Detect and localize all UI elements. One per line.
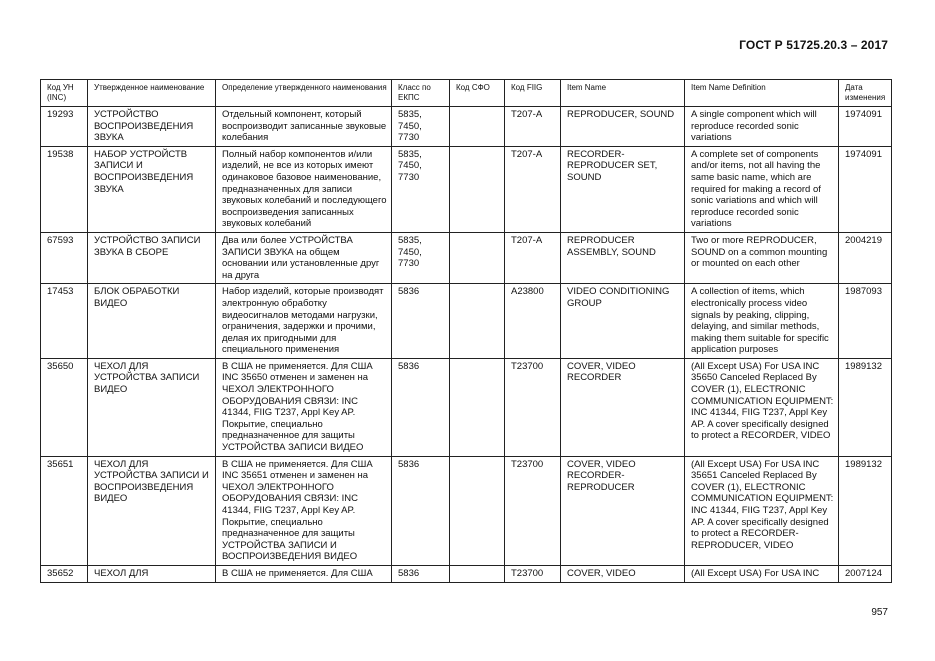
inc-cell: 19293 — [41, 107, 88, 147]
item-name-definition-cell: (All Except USA) For USA INC — [685, 565, 839, 582]
sfo-code-cell — [450, 565, 505, 582]
column-header-inc: Код УН (INC) — [41, 80, 88, 107]
page-number: 957 — [871, 607, 888, 618]
approved-name-cell: ЧЕХОЛ ДЛЯ — [88, 565, 216, 582]
column-header-item-name-definition: Item Name Definition — [685, 80, 839, 107]
fiig-code-cell: A23800 — [505, 284, 561, 359]
approved-name-cell: БЛОК ОБРАБОТКИ ВИДЕО — [88, 284, 216, 359]
change-date-cell: 1989132 — [839, 456, 892, 565]
inc-cell: 35652 — [41, 565, 88, 582]
item-name-definition-cell: Two or more REPRODUCER, SOUND on a common mounting or mounted on each other — [685, 232, 839, 283]
change-date-cell: 2007124 — [839, 565, 892, 582]
inc-cell: 17453 — [41, 284, 88, 359]
column-header-item-name: Item Name — [561, 80, 685, 107]
sfo-code-cell — [450, 358, 505, 456]
approved-name-cell: ЧЕХОЛ ДЛЯ УСТРОЙСТВА ЗАПИСИ ВИДЕО — [88, 358, 216, 456]
inc-cell: 35651 — [41, 456, 88, 565]
definition-cell: В США не применяется. Для США INC 35650 отменен и заменен на ЧЕХОЛ ЭЛЕКТРОННОГО ОБОРУДОВАНИЯ СВЯЗИ: INC 41344, FIIG T237, Appl Key AP. Покрытие, специально предназначенное для защиты УСТРОЙСТВА ЗАПИСИ ВИДЕО — [216, 358, 392, 456]
item-name-cell: COVER, VIDEO RECORDER-REPRODUCER — [561, 456, 685, 565]
table-row — [41, 107, 892, 147]
item-name-definition-cell: A complete set of components and/or items, not all having the same basic name, which are required for making a record of sonic variations and which will reproduce recorded sonic variations — [685, 146, 839, 232]
definition-cell: В США не применяется. Для США INC 35651 отменен и заменен на ЧЕХОЛ ЭЛЕКТРОННОГО ОБОРУДОВАНИЯ СВЯЗИ: INC 41344, FIIG T237, Appl Key AP. Покрытие, специально предназначенное для защиты УСТРОЙСТВА ЗАПИСИ И ВОСПРОИЗВЕДЕНИЯ ВИДЕО — [216, 456, 392, 565]
fiig-code-cell: T23700 — [505, 565, 561, 582]
ekps-class-cell: 5835, 7450, 7730 — [392, 232, 450, 283]
item-name-definition-cell: (All Except USA) For USA INC 35650 Canceled Replaced By COVER (1), ELECTRONIC COMMUNICATION EQUIPMENT: INC 41344, FIIG T237, Appl Key AP. A cover specifically designed to protect a RECORDER, VIDEO — [685, 358, 839, 456]
change-date-cell: 1974091 — [839, 146, 892, 232]
definition-cell: Отдельный компонент, который воспроизводит записанные звуковые колебания — [216, 107, 392, 147]
fiig-code-cell: T207-A — [505, 146, 561, 232]
approved-name-cell: НАБОР УСТРОЙСТВ ЗАПИСИ И ВОСПРОИЗВЕДЕНИЯ ЗВУКА — [88, 146, 216, 232]
ekps-class-cell: 5835, 7450, 7730 — [392, 146, 450, 232]
sfo-code-cell — [450, 146, 505, 232]
table-body — [41, 107, 892, 583]
table-row — [41, 565, 892, 582]
change-date-cell: 1974091 — [839, 107, 892, 147]
classification-table — [40, 79, 892, 583]
table-row — [41, 456, 892, 565]
item-name-cell: VIDEO CONDITIONING GROUP — [561, 284, 685, 359]
item-name-cell: REPRODUCER, SOUND — [561, 107, 685, 147]
item-name-definition-cell: A single component which will reproduce recorded sonic variations — [685, 107, 839, 147]
ekps-class-cell: 5836 — [392, 565, 450, 582]
definition-cell: Набор изделий, которые производят электронную обработку видеосигналов методами нагрузки, ограничения, задержки и прочими, делая их пригодными для специального применения — [216, 284, 392, 359]
item-name-definition-cell: (All Except USA) For USA INC 35651 Canceled Replaced By COVER (1), ELECTRONIC COMMUNICATION EQUIPMENT: INC 41344, FIIG T237, Appl Key AP. A cover specifically designed to protect a RECORDER-REPRODUCER, VIDEO — [685, 456, 839, 565]
header-row — [41, 80, 892, 107]
column-header-ekps-class: Класс по ЕКПС — [392, 80, 450, 107]
inc-cell: 19538 — [41, 146, 88, 232]
ekps-class-cell: 5836 — [392, 284, 450, 359]
fiig-code-cell: T23700 — [505, 358, 561, 456]
ekps-class-cell: 5836 — [392, 456, 450, 565]
table-header — [41, 80, 892, 107]
fiig-code-cell: T207-A — [505, 107, 561, 147]
definition-cell: Два или более УСТРОЙСТВА ЗАПИСИ ЗВУКА на общем основании или установленные друг на друга — [216, 232, 392, 283]
change-date-cell: 1987093 — [839, 284, 892, 359]
ekps-class-cell: 5836 — [392, 358, 450, 456]
item-name-cell: REPRODUCER ASSEMBLY, SOUND — [561, 232, 685, 283]
fiig-code-cell: T23700 — [505, 456, 561, 565]
table-row — [41, 284, 892, 359]
column-header-definition: Определение утвержденного наименования — [216, 80, 392, 107]
item-name-definition-cell: A collection of items, which electronically process video signals by peaking, clipping, delaying, and similar methods, making them suitable for specific application purposes — [685, 284, 839, 359]
change-date-cell: 1989132 — [839, 358, 892, 456]
table-row — [41, 358, 892, 456]
item-name-cell: COVER, VIDEO RECORDER — [561, 358, 685, 456]
ekps-class-cell: 5835, 7450, 7730 — [392, 107, 450, 147]
inc-cell: 35650 — [41, 358, 88, 456]
item-name-cell: RECORDER-REPRODUCER SET, SOUND — [561, 146, 685, 232]
column-header-sfo-code: Код СФО — [450, 80, 505, 107]
fiig-code-cell: T207-A — [505, 232, 561, 283]
inc-cell: 67593 — [41, 232, 88, 283]
table-row — [41, 232, 892, 283]
column-header-change-date: Дата изменения — [839, 80, 892, 107]
sfo-code-cell — [450, 107, 505, 147]
change-date-cell: 2004219 — [839, 232, 892, 283]
item-name-cell: COVER, VIDEO — [561, 565, 685, 582]
sfo-code-cell — [450, 232, 505, 283]
approved-name-cell: ЧЕХОЛ ДЛЯ УСТРОЙСТВА ЗАПИСИ И ВОСПРОИЗВЕДЕНИЯ ВИДЕО — [88, 456, 216, 565]
column-header-fiig-code: Код FIIG — [505, 80, 561, 107]
sfo-code-cell — [450, 284, 505, 359]
definition-cell: Полный набор компонентов и/или изделий, не все из которых имеют одинаковое базовое наименование, предназначенных для записи звуковых колебаний и последующего воспроизведения записанных звуковых колебаний — [216, 146, 392, 232]
approved-name-cell: УСТРОЙСТВО ЗАПИСИ ЗВУКА В СБОРЕ — [88, 232, 216, 283]
column-header-approved-name: Утвержденное наименование — [88, 80, 216, 107]
approved-name-cell: УСТРОЙСТВО ВОСПРОИЗВЕДЕНИЯ ЗВУКА — [88, 107, 216, 147]
definition-cell: В США не применяется. Для США — [216, 565, 392, 582]
sfo-code-cell — [450, 456, 505, 565]
document-header: ГОСТ Р 51725.20.3 – 2017 — [739, 38, 888, 52]
table-row — [41, 146, 892, 232]
